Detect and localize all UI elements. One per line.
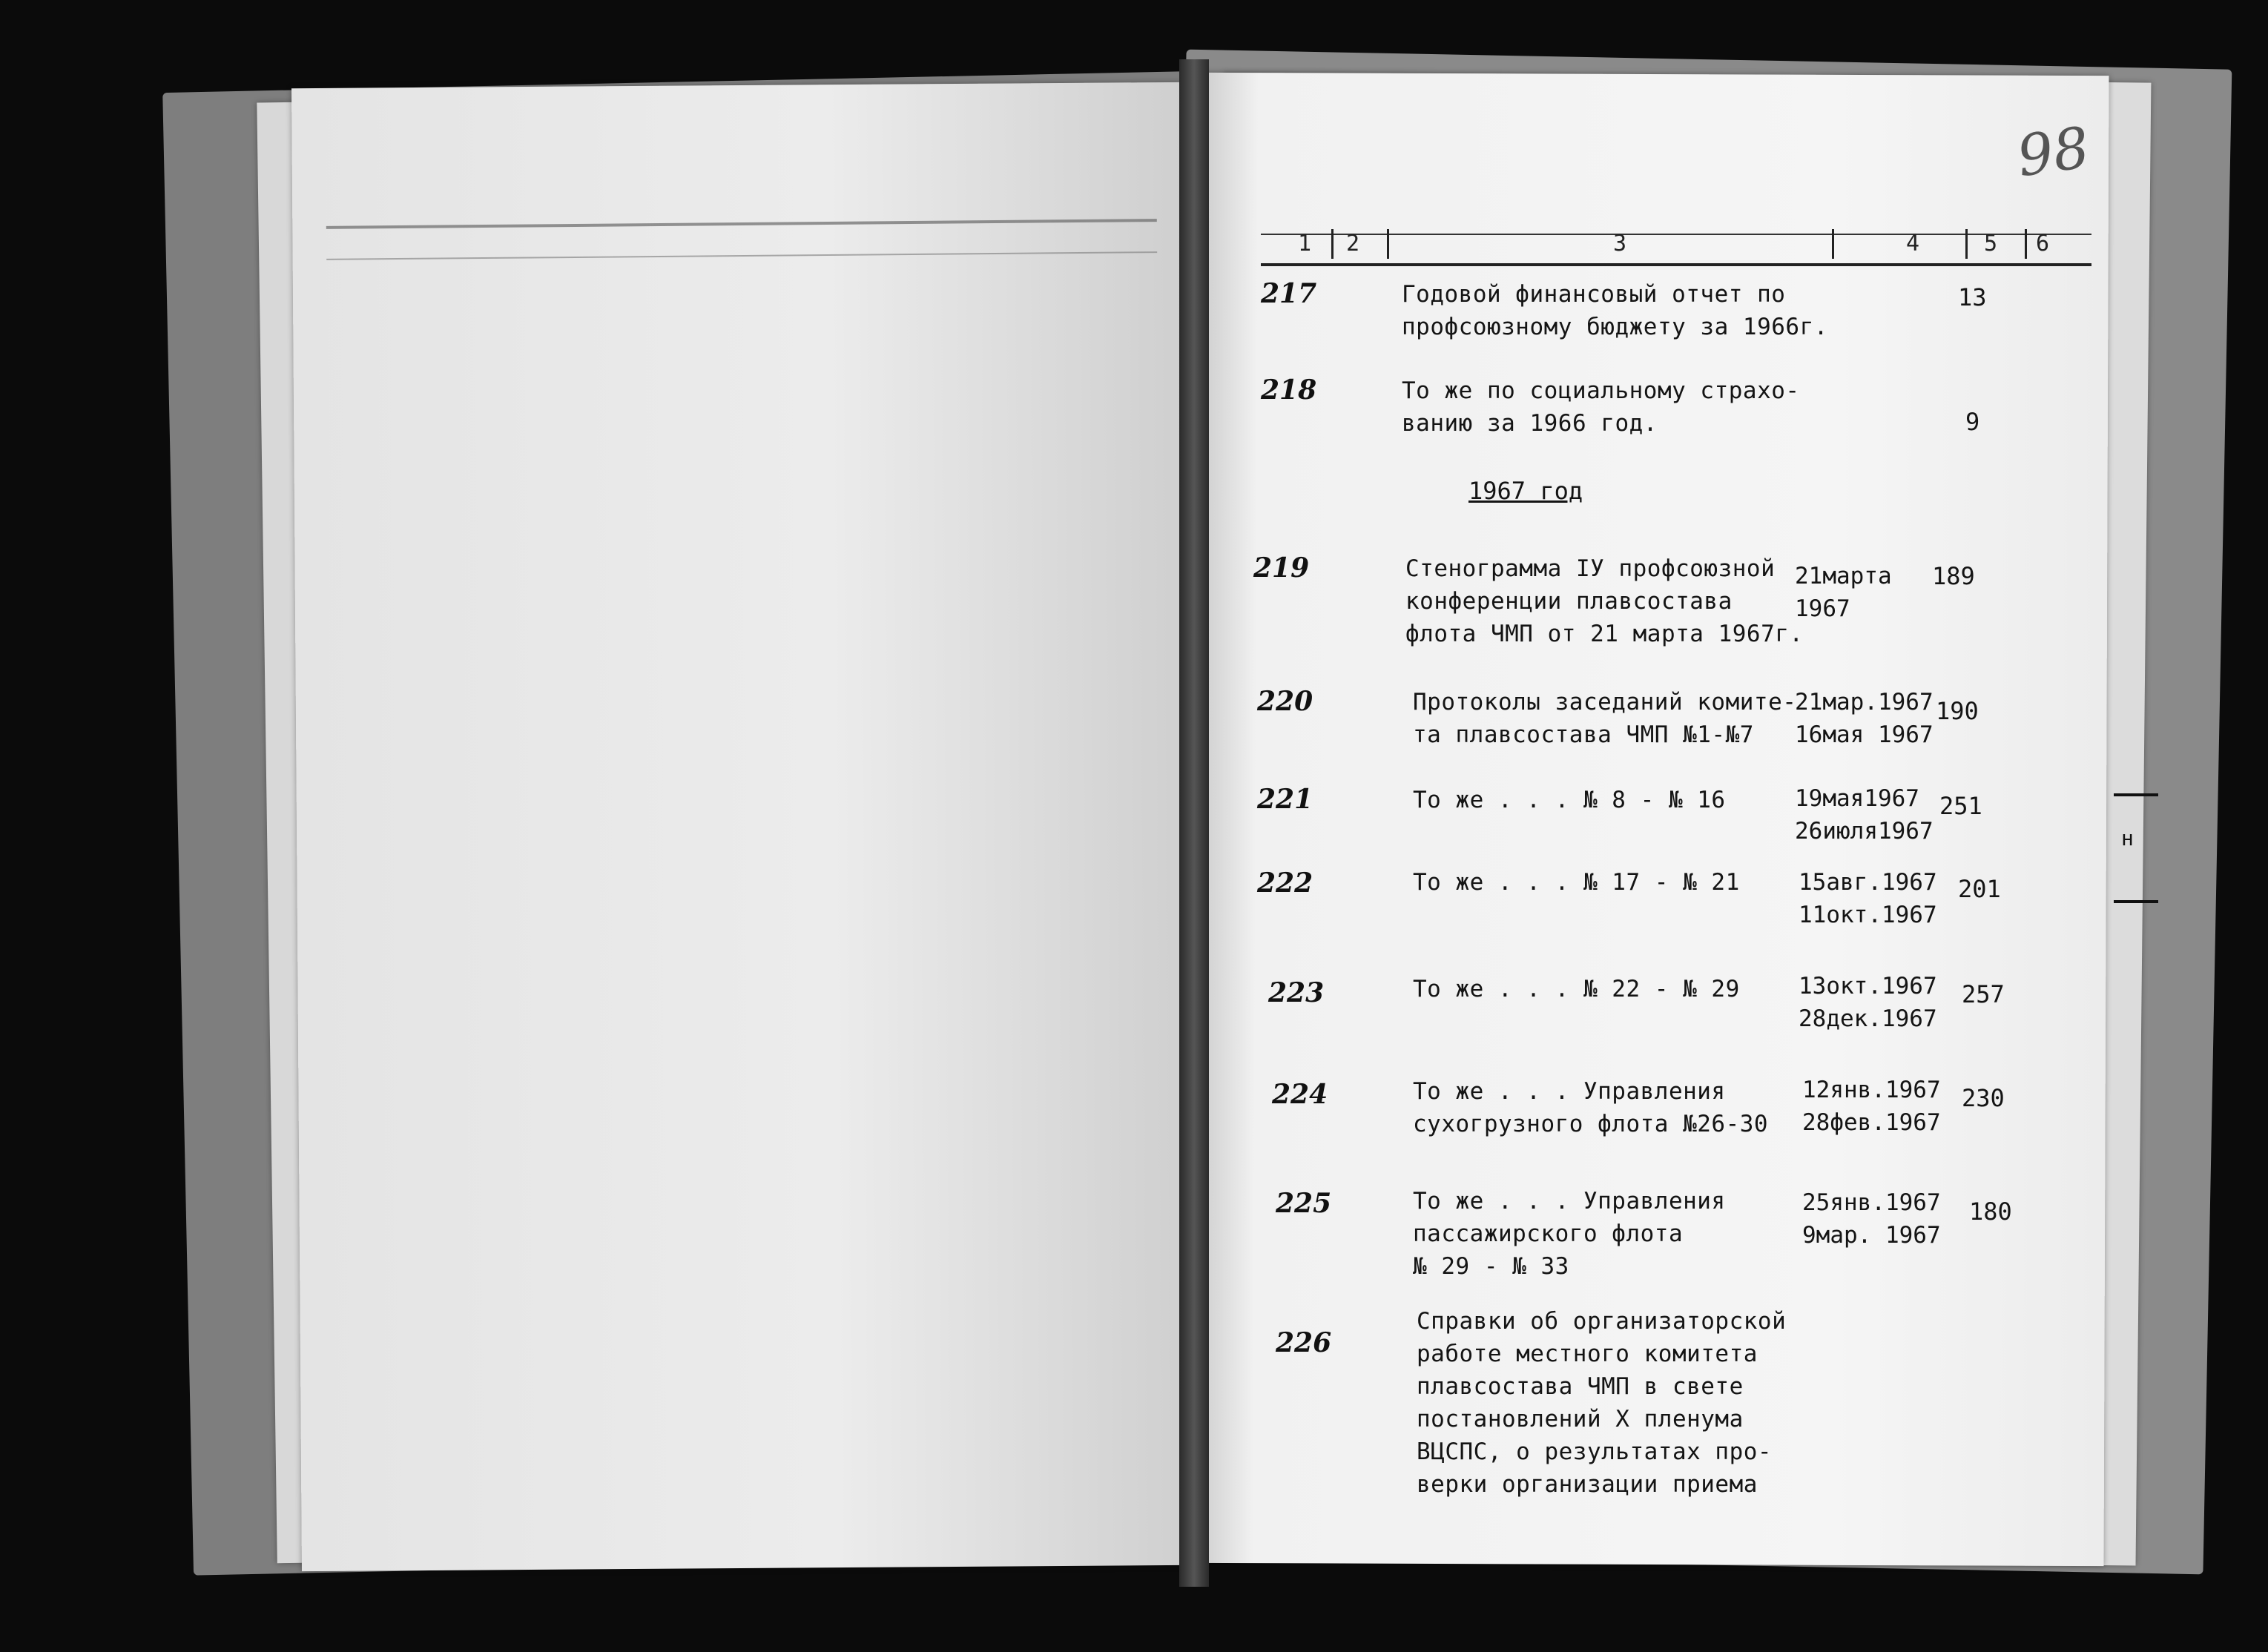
entry-sheet-count: 13 [1958,283,1987,311]
entry-number: 225 [1276,1188,1332,1219]
entry-number: 218 [1261,374,1317,406]
entry-title: Справки об организаторской работе местного комитета плавсостава ЧМП в свете постановлений Х пленума ВЦСПС, о результатах про- верки организации приема [1417,1308,1787,1498]
entry-title: То же . . . Управления пассажирского флота № 29 - № 33 [1413,1188,1726,1280]
next-page-edge-fragment [2114,793,2158,903]
entry-date: 19мая1967 26июля1967 [1795,785,1934,845]
entry-title: То же . . . № 8 - № 16 [1413,787,1726,813]
entry-title: То же . . . Управления сухогрузного флота №26-30 [1413,1078,1769,1137]
column-header-3: 3 [1613,231,1627,257]
column-divider [2025,229,2027,259]
entry-date: 13окт.1967 28дек.1967 [1799,973,1937,1032]
column-header-5: 5 [1984,231,1998,257]
entry-sheet-count: 201 [1958,875,2001,903]
entry-number: 217 [1261,278,1317,309]
entry-number: 226 [1276,1327,1332,1358]
entry-title: То же по социальному страхо- ванию за 1966 год. [1402,377,1800,437]
entry-sheet-count: 9 [1965,408,1980,436]
column-header-4: 4 [1906,231,1920,257]
column-header-1: 1 [1298,231,1312,257]
entry-number: 224 [1272,1079,1328,1110]
entry-date: 15авг.1967 11окт.1967 [1799,869,1937,928]
entry-title: Годовой финансовый отчет по профсоюзному бюджету за 1966г. [1402,281,1828,340]
entry-title: Протоколы заседаний комите- та плавсостава ЧМП №1-№7 [1413,689,1797,748]
column-header-6: 6 [2036,231,2050,257]
entry-date: 21марта 1967 [1795,563,1892,622]
column-header-2: 2 [1346,231,1360,257]
entry-sheet-count: 189 [1932,562,1975,590]
entry-sheet-count: 180 [1969,1197,2012,1226]
entry-title: Стенограмма IУ профсоюзной конференции плавсостава флота ЧМП от 21 марта 1967г. [1405,555,1804,647]
entry-sheet-count: 190 [1936,697,1979,725]
entry-number: 220 [1257,686,1313,717]
year-heading: 1967 год [1468,477,1583,505]
entry-number: 222 [1257,868,1313,899]
entry-sheet-count: 251 [1939,792,1982,820]
entry-number: 219 [1253,552,1310,584]
column-header-row [1261,226,2091,266]
column-divider [1331,229,1334,259]
entry-date: 25янв.1967 9мар. 1967 [1802,1189,1941,1249]
left-page [291,82,1192,1571]
left-page-column-rule [326,219,1157,260]
entry-date: 21мар.1967 16мая 1967 [1795,689,1934,748]
edge-fragment-text: н [2121,826,2134,850]
folio-number: 98 [2013,113,2094,190]
entry-title: То же . . . № 17 - № 21 [1413,869,1740,896]
entry-number: 221 [1257,784,1313,815]
column-divider [1965,229,1968,259]
entry-sheet-count: 230 [1962,1084,2005,1112]
column-divider [1387,229,1389,259]
book-gutter [1179,59,1209,1587]
entry-title: То же . . . № 22 - № 29 [1413,976,1740,1002]
column-divider [1832,229,1834,259]
entry-number: 223 [1268,977,1325,1008]
entry-sheet-count: 257 [1962,980,2005,1008]
entry-date: 12янв.1967 28фев.1967 [1802,1077,1941,1136]
